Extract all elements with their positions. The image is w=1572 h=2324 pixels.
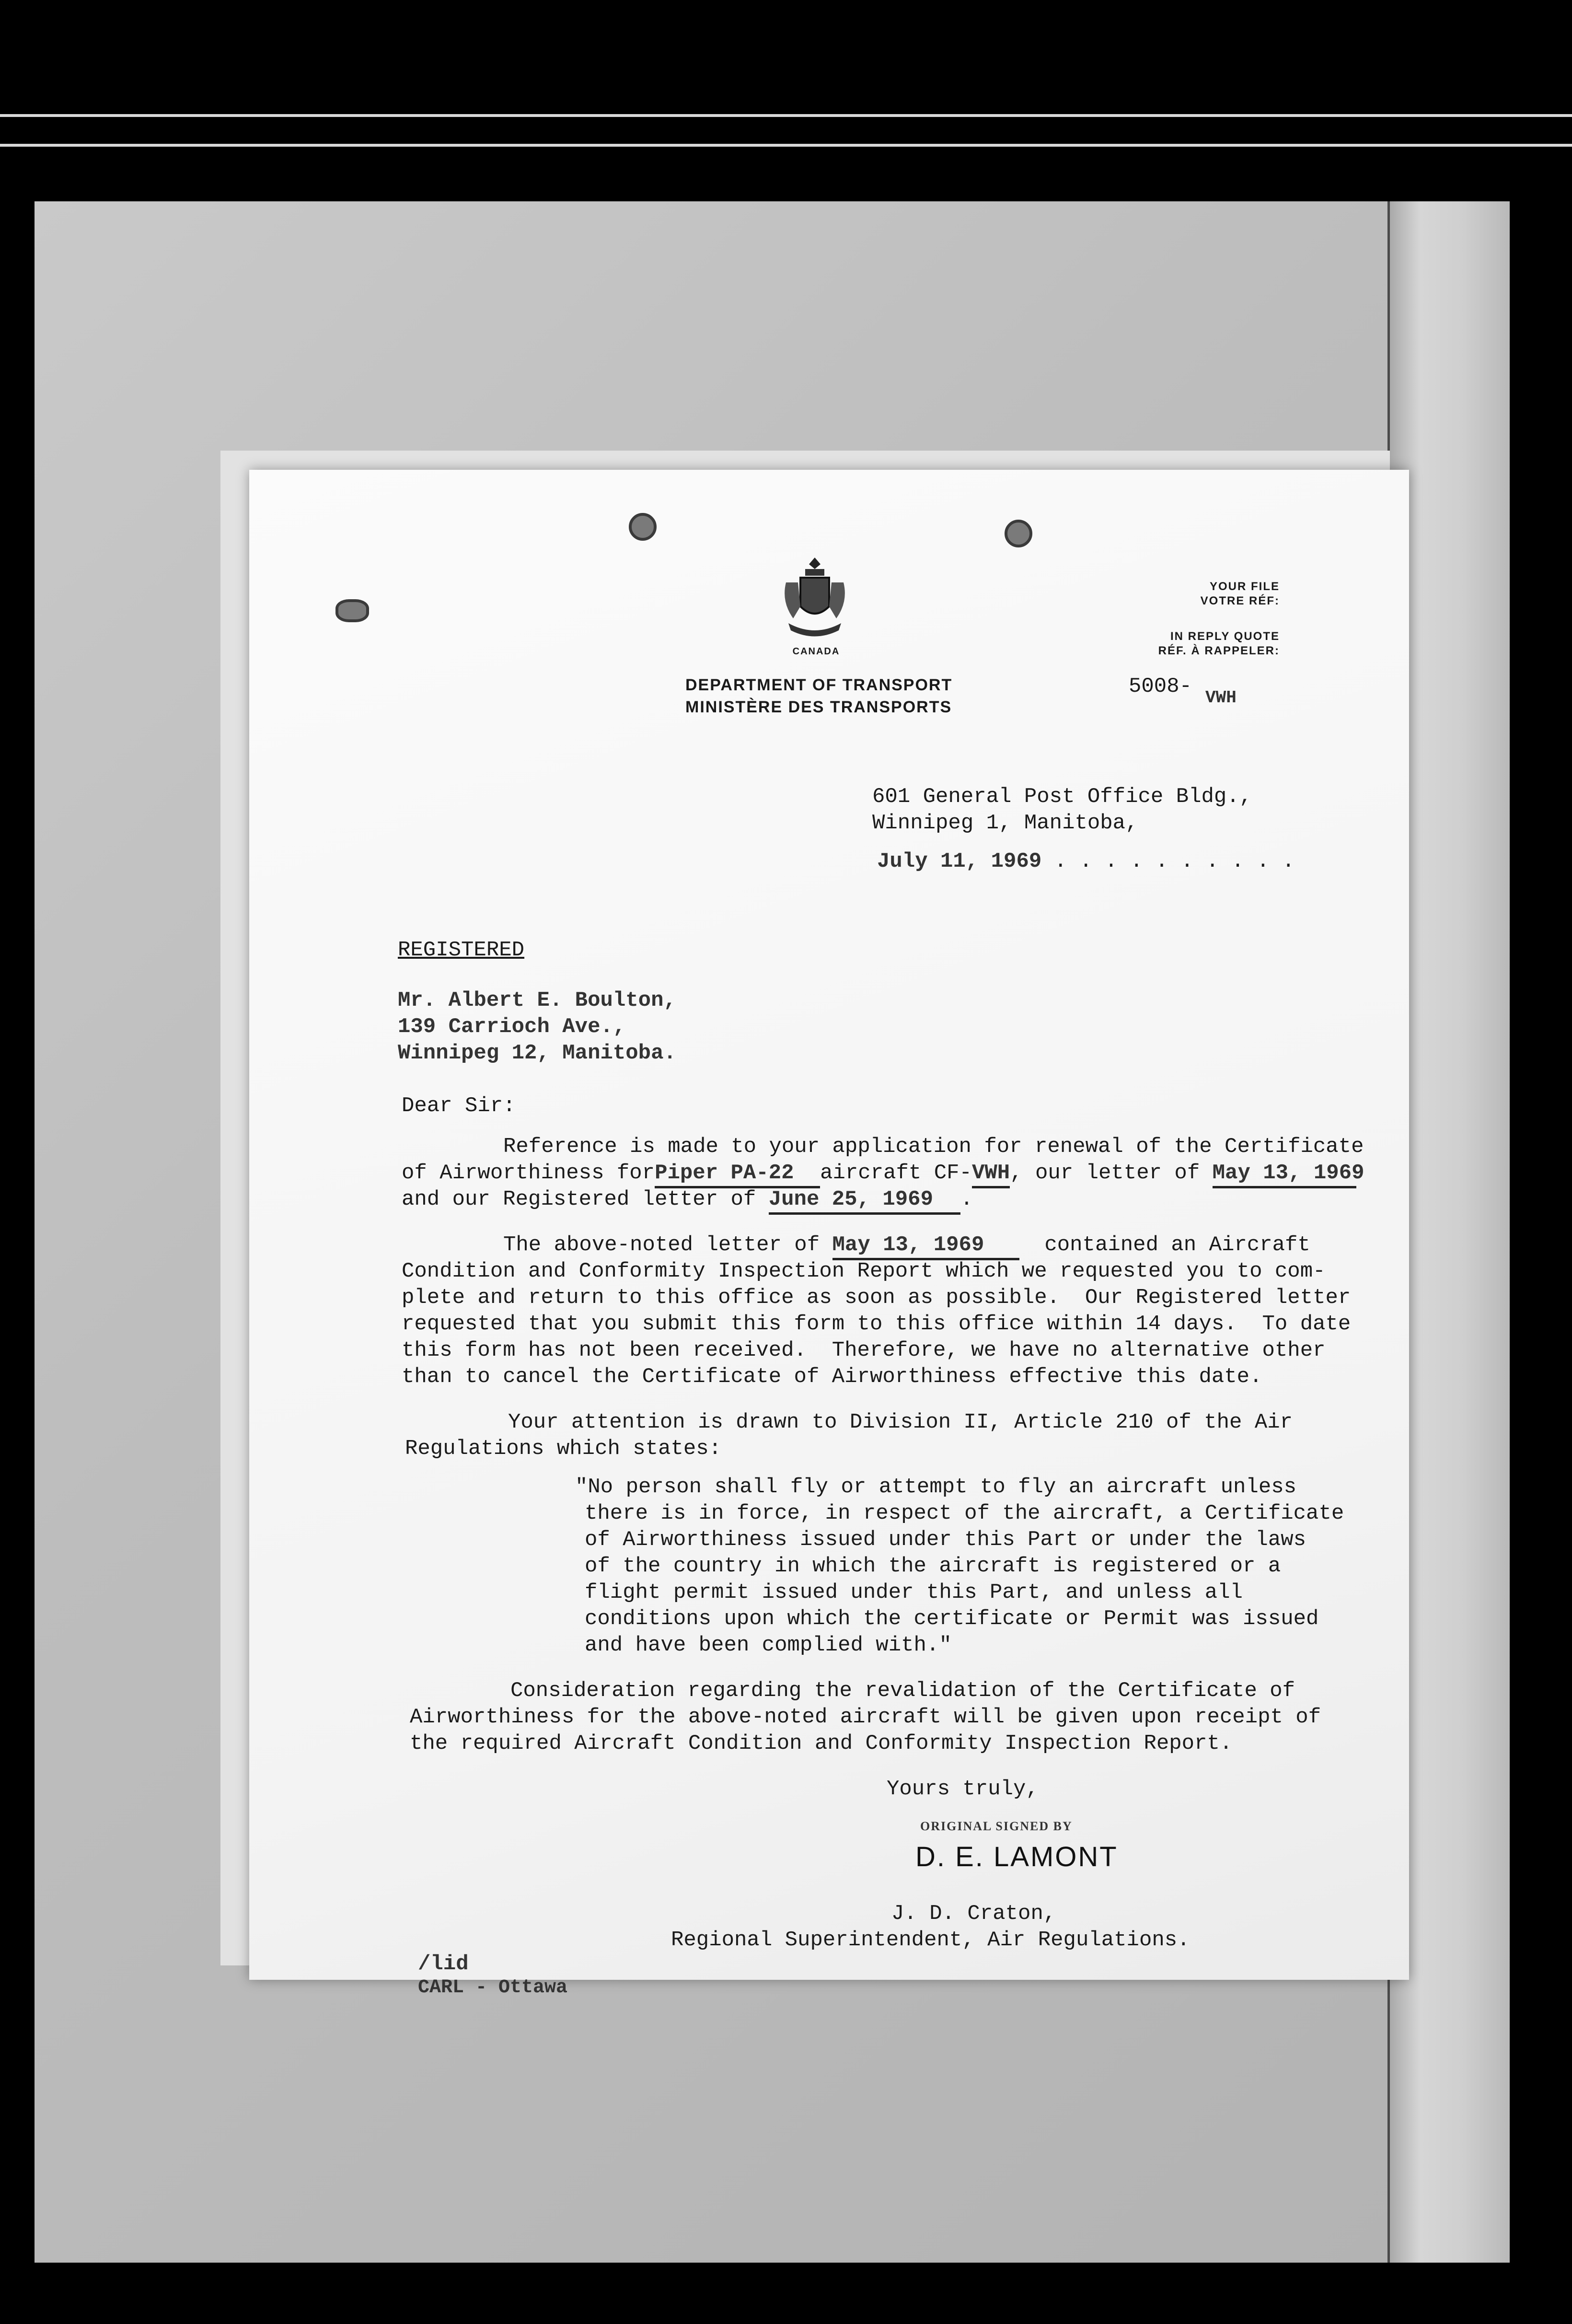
para1-line1: Reference is made to your application for renewal of the Certificate: [503, 1135, 1364, 1159]
carbon-copy: CARL - Ottawa: [418, 1977, 568, 1999]
noted-date-field: May 13, 1969: [832, 1232, 1019, 1260]
signatory-name: J. D. Craton,: [891, 1902, 1056, 1926]
coat-of-arms-icon: [776, 554, 853, 645]
punch-hole: [1005, 520, 1032, 547]
para2-line5: this form has not been received. Therefore, we have no alternative other: [402, 1338, 1326, 1362]
letter-date: [877, 848, 1295, 874]
original-signed-by: ORIGINAL SIGNED BY: [920, 1819, 1073, 1833]
registration-field: VWH: [972, 1160, 1010, 1188]
registered-label: REGISTERED: [398, 938, 525, 962]
para4-line2: Airworthiness for the above-noted aircraft will be given upon receipt of: [410, 1705, 1321, 1729]
letter-date-value: July 11, 1969: [877, 849, 1042, 873]
recipient-street: 139 Carrioch Ave.,: [398, 1015, 626, 1039]
quote-line4: of the country in which the aircraft is registered or a: [585, 1554, 1281, 1578]
para1-text: of Airworthiness for: [402, 1161, 655, 1185]
para4-line3: the required Aircraft Condition and Conformity Inspection Report.: [410, 1731, 1233, 1755]
reply-quote-fr: RÉF. À RAPPELER:: [1158, 644, 1280, 657]
para4-line1: Consideration regarding the revalidation of the Certificate of: [510, 1679, 1295, 1703]
recipient-name: Mr. Albert E. Boulton,: [398, 988, 676, 1012]
registered-letter-date-field: June 25, 1969: [769, 1186, 960, 1215]
signatory-title: Regional Superintendent, Air Regulations.: [671, 1928, 1190, 1952]
reference-number: 5008-: [1129, 674, 1192, 698]
film-line-bottom: [0, 144, 1572, 147]
aircraft-type-field: Piper PA-22: [655, 1160, 820, 1188]
quote-line3: of Airworthiness issued under this Part or under the laws: [585, 1528, 1306, 1552]
para3-line1: Your attention is drawn to Division II, Article 210 of the Air: [508, 1410, 1293, 1434]
signer-stamp: D. E. LAMONT: [915, 1841, 1118, 1872]
para1-line2: [402, 1160, 1364, 1188]
para1-text: , our letter of: [1010, 1161, 1200, 1185]
reference-suffix: VWH: [1205, 688, 1237, 708]
para2-text: contained an Aircraft: [1044, 1233, 1310, 1257]
quote-line1: "No person shall fly or attempt to fly an aircraft unless: [575, 1475, 1297, 1499]
date-dots: . . . . . . . . . .: [1041, 849, 1295, 873]
department-en: DEPARTMENT OF TRANSPORT: [685, 676, 953, 694]
salutation: Dear Sir:: [402, 1094, 516, 1118]
reply-quote-en: IN REPLY QUOTE: [1170, 630, 1280, 643]
typist-initials: /lid: [418, 1952, 469, 1976]
letter-date-field: May 13, 1969: [1213, 1160, 1356, 1188]
film-line-top: [0, 114, 1572, 117]
quote-line5: flight permit issued under this Part, and unless all: [585, 1580, 1243, 1604]
para2-line2: Condition and Conformity Inspection Report which we requested you to com-: [402, 1259, 1326, 1283]
torn-hole: [335, 599, 369, 622]
para1-line3: [402, 1186, 973, 1215]
quote-line2: there is in force, in respect of the aircraft, a Certificate: [585, 1501, 1344, 1525]
quote-line7: and have been complied with.": [585, 1633, 952, 1657]
para2-line1: [503, 1232, 1310, 1260]
your-file-en: YOUR FILE: [1209, 580, 1280, 593]
para1-text: .: [960, 1187, 973, 1211]
address-line-2: Winnipeg 1, Manitoba,: [872, 811, 1138, 835]
para2-line6: than to cancel the Certificate of Airworthiness effective this date.: [402, 1365, 1262, 1389]
para3-line2: Regulations which states:: [405, 1437, 722, 1461]
para2-text: The above-noted letter of: [503, 1233, 820, 1257]
letter-page: [249, 470, 1409, 1999]
your-file-fr: VOTRE RÉF:: [1200, 594, 1280, 607]
closing: Yours truly,: [887, 1777, 1039, 1801]
para2-line4: requested that you submit this form to this office within 14 days. To date: [402, 1312, 1351, 1336]
para1-text: and our Registered letter of: [402, 1187, 756, 1211]
address-line-1: 601 General Post Office Bldg.,: [872, 785, 1252, 809]
quote-line6: conditions upon which the certificate or Permit was issued: [585, 1607, 1319, 1631]
department-fr: MINISTÈRE DES TRANSPORTS: [685, 698, 952, 716]
country-label: CANADA: [792, 646, 840, 657]
punch-hole: [629, 513, 657, 541]
recipient-city: Winnipeg 12, Manitoba.: [398, 1041, 676, 1065]
para2-line3: plete and return to this office as soon as possible. Our Registered letter: [402, 1286, 1351, 1310]
para1-text: aircraft CF-: [820, 1161, 972, 1185]
